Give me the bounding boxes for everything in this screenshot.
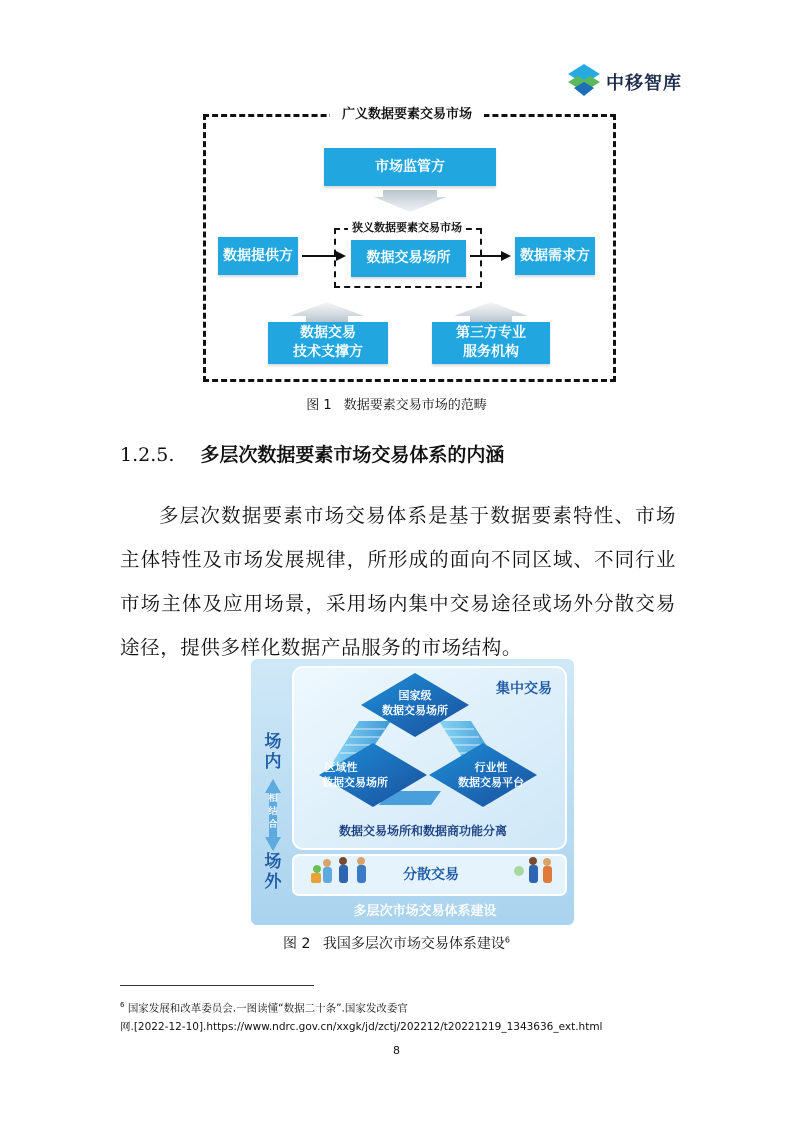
industry-label-2: 数据交易平台 bbox=[458, 776, 524, 789]
figure2-caption bbox=[0, 933, 793, 953]
regional-label-1: 区域性 bbox=[324, 761, 358, 774]
regulator-box: 市场监管方 bbox=[324, 148, 496, 186]
inside-label: 场内 bbox=[264, 732, 282, 772]
fig2-bottom-title: 多层次市场交易体系建设 bbox=[353, 904, 497, 919]
footnote bbox=[120, 996, 680, 1036]
outside-label: 场外 bbox=[264, 852, 282, 892]
separation-label: 数据交易场所和数据商功能分离 bbox=[338, 824, 508, 838]
figure2-caption-text: 我国多层次市场交易体系建设 bbox=[322, 936, 505, 952]
combine-label: 相结合 bbox=[268, 794, 278, 830]
figure1-caption-number: 图 1 bbox=[306, 398, 332, 413]
figure2-footnote-ref: 6 bbox=[504, 935, 510, 945]
page-number: 8 bbox=[393, 1044, 400, 1057]
centralized-label: 集中交易 bbox=[496, 681, 552, 697]
logo-text: 中移智库 bbox=[606, 73, 682, 94]
narrow-market-title: 狭义数据要素交易市场 bbox=[348, 219, 466, 235]
figure2-caption-number: 图 2 bbox=[283, 936, 311, 952]
industry-label-1: 行业性 bbox=[474, 761, 508, 774]
section-heading bbox=[120, 440, 504, 467]
demander-box: 数据需求方 bbox=[515, 237, 595, 275]
footnote-marker: 6 bbox=[120, 1001, 125, 1009]
footnote-line-1: 国家发展和改革委员会.一图读懂“数据二十条”.国家发改委官 bbox=[127, 1002, 408, 1015]
regional-label-2: 数据交易场所 bbox=[322, 776, 388, 789]
national-label-1: 国家级 bbox=[398, 689, 432, 702]
demander-arrow-head bbox=[501, 251, 511, 261]
provider-box: 数据提供方 bbox=[218, 237, 298, 275]
figure2-diagram bbox=[251, 659, 574, 925]
figure1-caption-text: 数据要素交易市场的范畴 bbox=[343, 398, 487, 413]
regulator-down-arrow bbox=[374, 190, 446, 212]
footnote-separator bbox=[120, 985, 314, 986]
third-up-arrow bbox=[454, 302, 528, 322]
section-title: 多层次数据要素市场交易体系的内涵 bbox=[200, 444, 505, 466]
national-label-2: 数据交易场所 bbox=[382, 704, 448, 717]
third-party-box: 第三方专业 服务机构 bbox=[432, 322, 550, 364]
tech-support-box: 数据交易 技术支撑方 bbox=[268, 322, 388, 364]
figure1-caption bbox=[0, 394, 793, 413]
decentralized-label: 分散交易 bbox=[403, 867, 459, 883]
broad-market-title: 广义数据要素交易市场 bbox=[330, 103, 484, 122]
footnote-line-2: 网.[2022-12-10].https://www.ndrc.gov.cn/xxgk/jd/zctj/202212/t20221219_1343636_ext.html bbox=[120, 1020, 603, 1033]
body-paragraph: 多层次数据要素市场交易体系是基于数据要素特性、市场主体特性及市场发展规律，所形成的面向不同区域、不同行业市场主体及应用场景，采用场内集中交易途径或场外分散交易途径，提供多样化数据产品服务的市场结构。 bbox=[120, 504, 676, 659]
tech-up-arrow bbox=[290, 302, 364, 322]
section-number: 1.2.5. bbox=[120, 444, 175, 466]
figure1-arrows bbox=[0, 0, 793, 420]
exchange-box: 数据交易场所 bbox=[351, 240, 466, 277]
